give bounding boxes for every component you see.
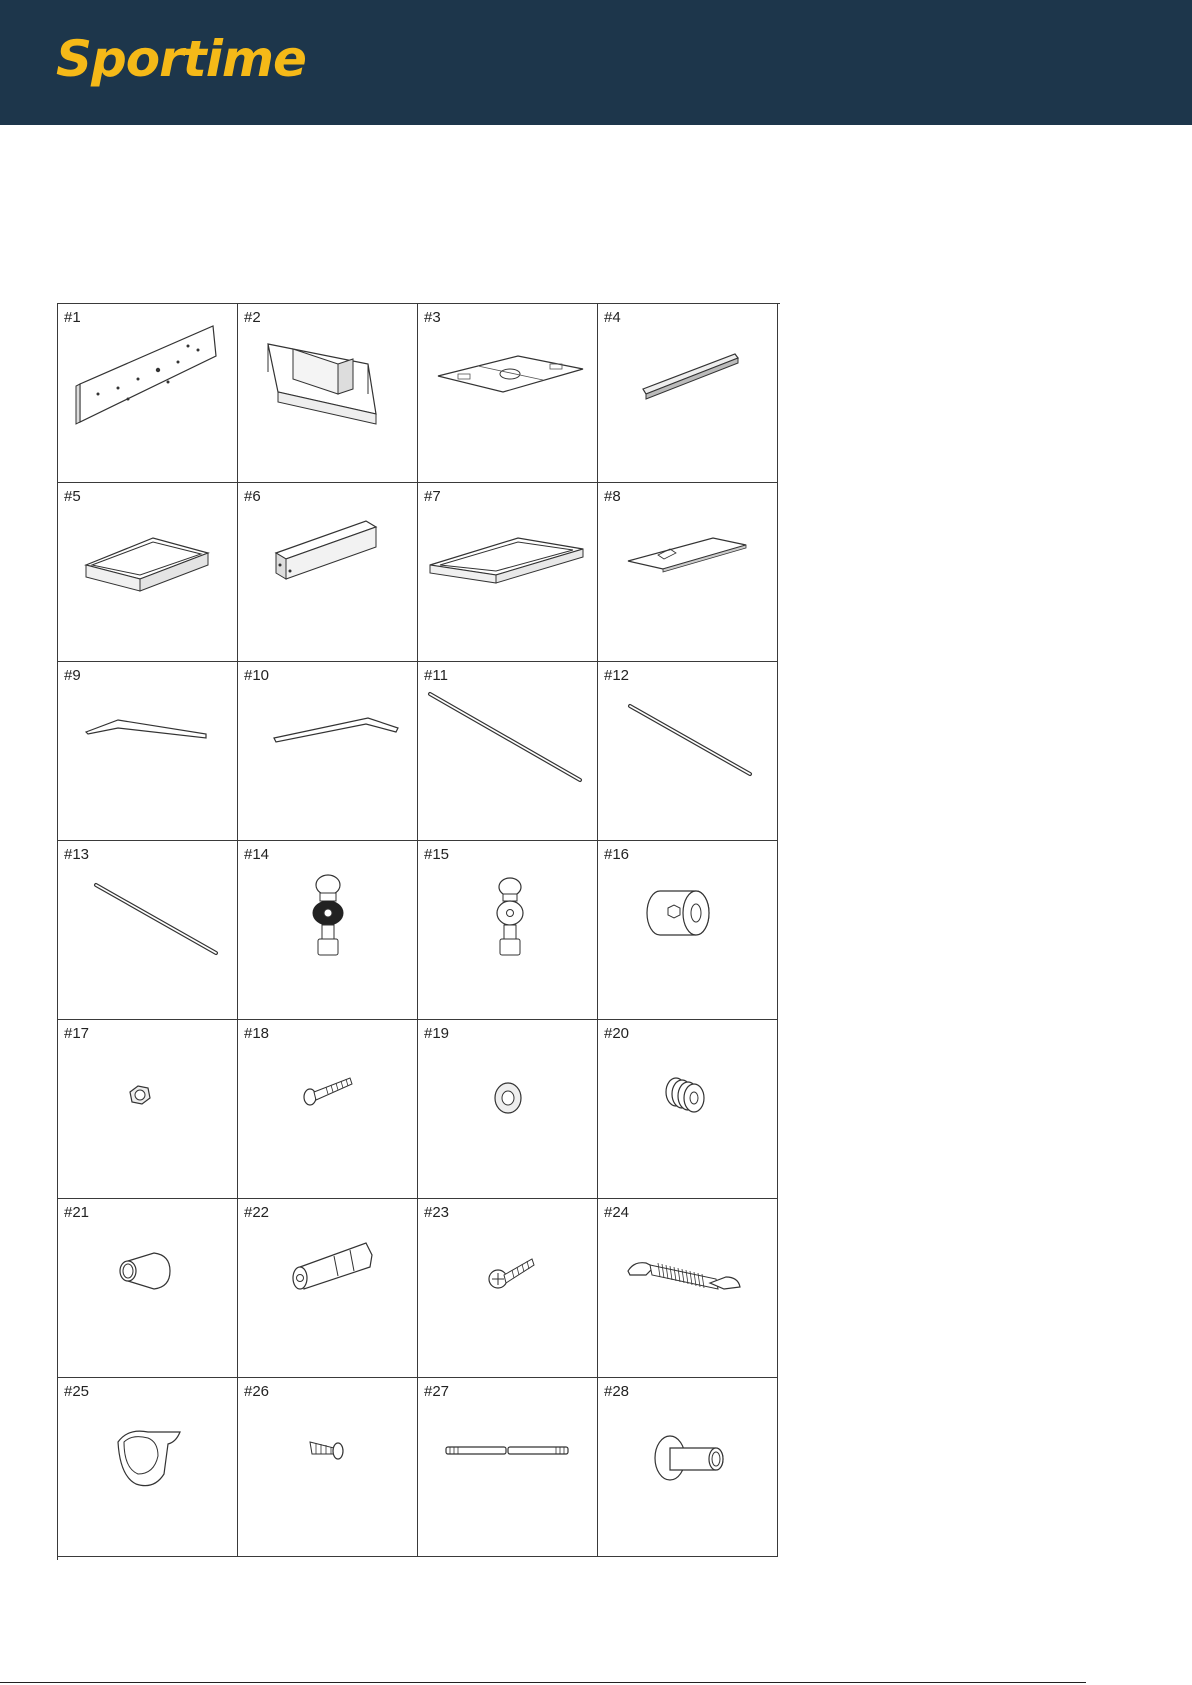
bearing-icon bbox=[598, 1378, 778, 1557]
part-cell bbox=[598, 841, 778, 1020]
playfield-icon bbox=[418, 304, 598, 483]
part-number: #2 bbox=[244, 309, 261, 326]
part-cell bbox=[418, 483, 598, 662]
part-number: #18 bbox=[244, 1025, 270, 1042]
part-cell bbox=[238, 662, 418, 841]
part-cell bbox=[418, 1199, 598, 1378]
frame-icon bbox=[58, 483, 238, 662]
leg-icon bbox=[238, 483, 418, 662]
part-cell bbox=[598, 662, 778, 841]
part-number: #10 bbox=[244, 667, 270, 684]
part-number: #17 bbox=[64, 1025, 90, 1042]
part-cell bbox=[238, 304, 418, 483]
part-number: #6 bbox=[244, 488, 261, 505]
rod-icon bbox=[58, 841, 238, 1020]
player-light-icon bbox=[418, 841, 598, 1020]
plate-icon bbox=[598, 483, 778, 662]
part-cell bbox=[598, 1378, 778, 1557]
part-number: #11 bbox=[424, 667, 448, 684]
goal-box-icon bbox=[238, 304, 418, 483]
part-number: #26 bbox=[244, 1383, 270, 1400]
part-cell bbox=[418, 662, 598, 841]
part-number: #28 bbox=[604, 1383, 630, 1400]
cap-icon bbox=[58, 1199, 238, 1378]
part-cell bbox=[598, 304, 778, 483]
nut-icon bbox=[58, 1020, 238, 1199]
part-number: #9 bbox=[64, 667, 81, 684]
part-number: #16 bbox=[604, 846, 630, 863]
part-cell bbox=[58, 841, 238, 1020]
part-cell bbox=[598, 1199, 778, 1378]
part-number: #5 bbox=[64, 488, 81, 505]
part-cell bbox=[58, 662, 238, 841]
handle-icon bbox=[238, 1199, 418, 1378]
screw-icon bbox=[418, 1199, 598, 1378]
part-cell bbox=[58, 1378, 238, 1557]
footer-rule bbox=[0, 1682, 1086, 1683]
part-number: #7 bbox=[424, 488, 441, 505]
rod-icon bbox=[598, 662, 778, 841]
brace-icon bbox=[58, 662, 238, 841]
washer-icon bbox=[418, 1020, 598, 1199]
player-dark-icon bbox=[238, 841, 418, 1020]
part-cell bbox=[238, 1378, 418, 1557]
part-number: #13 bbox=[64, 846, 90, 863]
brace-icon bbox=[238, 662, 418, 841]
part-cell bbox=[418, 841, 598, 1020]
part-number: #20 bbox=[604, 1025, 630, 1042]
part-number: #8 bbox=[604, 488, 621, 505]
part-number: #21 bbox=[64, 1204, 90, 1221]
parts-grid bbox=[57, 303, 780, 1560]
threaded-rod-icon bbox=[418, 1378, 598, 1557]
part-number: #22 bbox=[244, 1204, 270, 1221]
part-cell bbox=[418, 304, 598, 483]
long-panel-icon bbox=[58, 304, 238, 483]
part-number: #12 bbox=[604, 667, 630, 684]
part-cell bbox=[418, 1378, 598, 1557]
part-number: #3 bbox=[424, 309, 441, 326]
spacer-icon bbox=[598, 841, 778, 1020]
part-cell bbox=[598, 1020, 778, 1199]
rail-icon bbox=[598, 304, 778, 483]
part-number: #27 bbox=[424, 1383, 450, 1400]
part-number: #4 bbox=[604, 309, 621, 326]
part-cell bbox=[58, 483, 238, 662]
bumper-icon bbox=[598, 1020, 778, 1199]
part-number: #25 bbox=[64, 1383, 90, 1400]
part-cell bbox=[58, 1199, 238, 1378]
part-number: #19 bbox=[424, 1025, 450, 1042]
part-number: #15 bbox=[424, 846, 450, 863]
cup-icon bbox=[58, 1378, 238, 1557]
part-number: #23 bbox=[424, 1204, 450, 1221]
rod-icon bbox=[418, 662, 598, 841]
part-cell bbox=[598, 483, 778, 662]
part-number: #14 bbox=[244, 846, 270, 863]
bolt-icon bbox=[238, 1020, 418, 1199]
tray-frame-icon bbox=[418, 483, 598, 662]
part-number: #24 bbox=[604, 1204, 630, 1221]
part-cell bbox=[58, 304, 238, 483]
header-bar bbox=[0, 0, 1192, 125]
part-cell bbox=[238, 483, 418, 662]
brand-logo: Sportime bbox=[56, 30, 306, 88]
part-number: #1 bbox=[64, 309, 81, 326]
part-cell bbox=[238, 841, 418, 1020]
score-counter-icon bbox=[598, 1199, 778, 1378]
part-cell bbox=[238, 1199, 418, 1378]
part-cell bbox=[418, 1020, 598, 1199]
part-cell bbox=[238, 1020, 418, 1199]
wood-screw-icon bbox=[238, 1378, 418, 1557]
part-cell bbox=[58, 1020, 238, 1199]
